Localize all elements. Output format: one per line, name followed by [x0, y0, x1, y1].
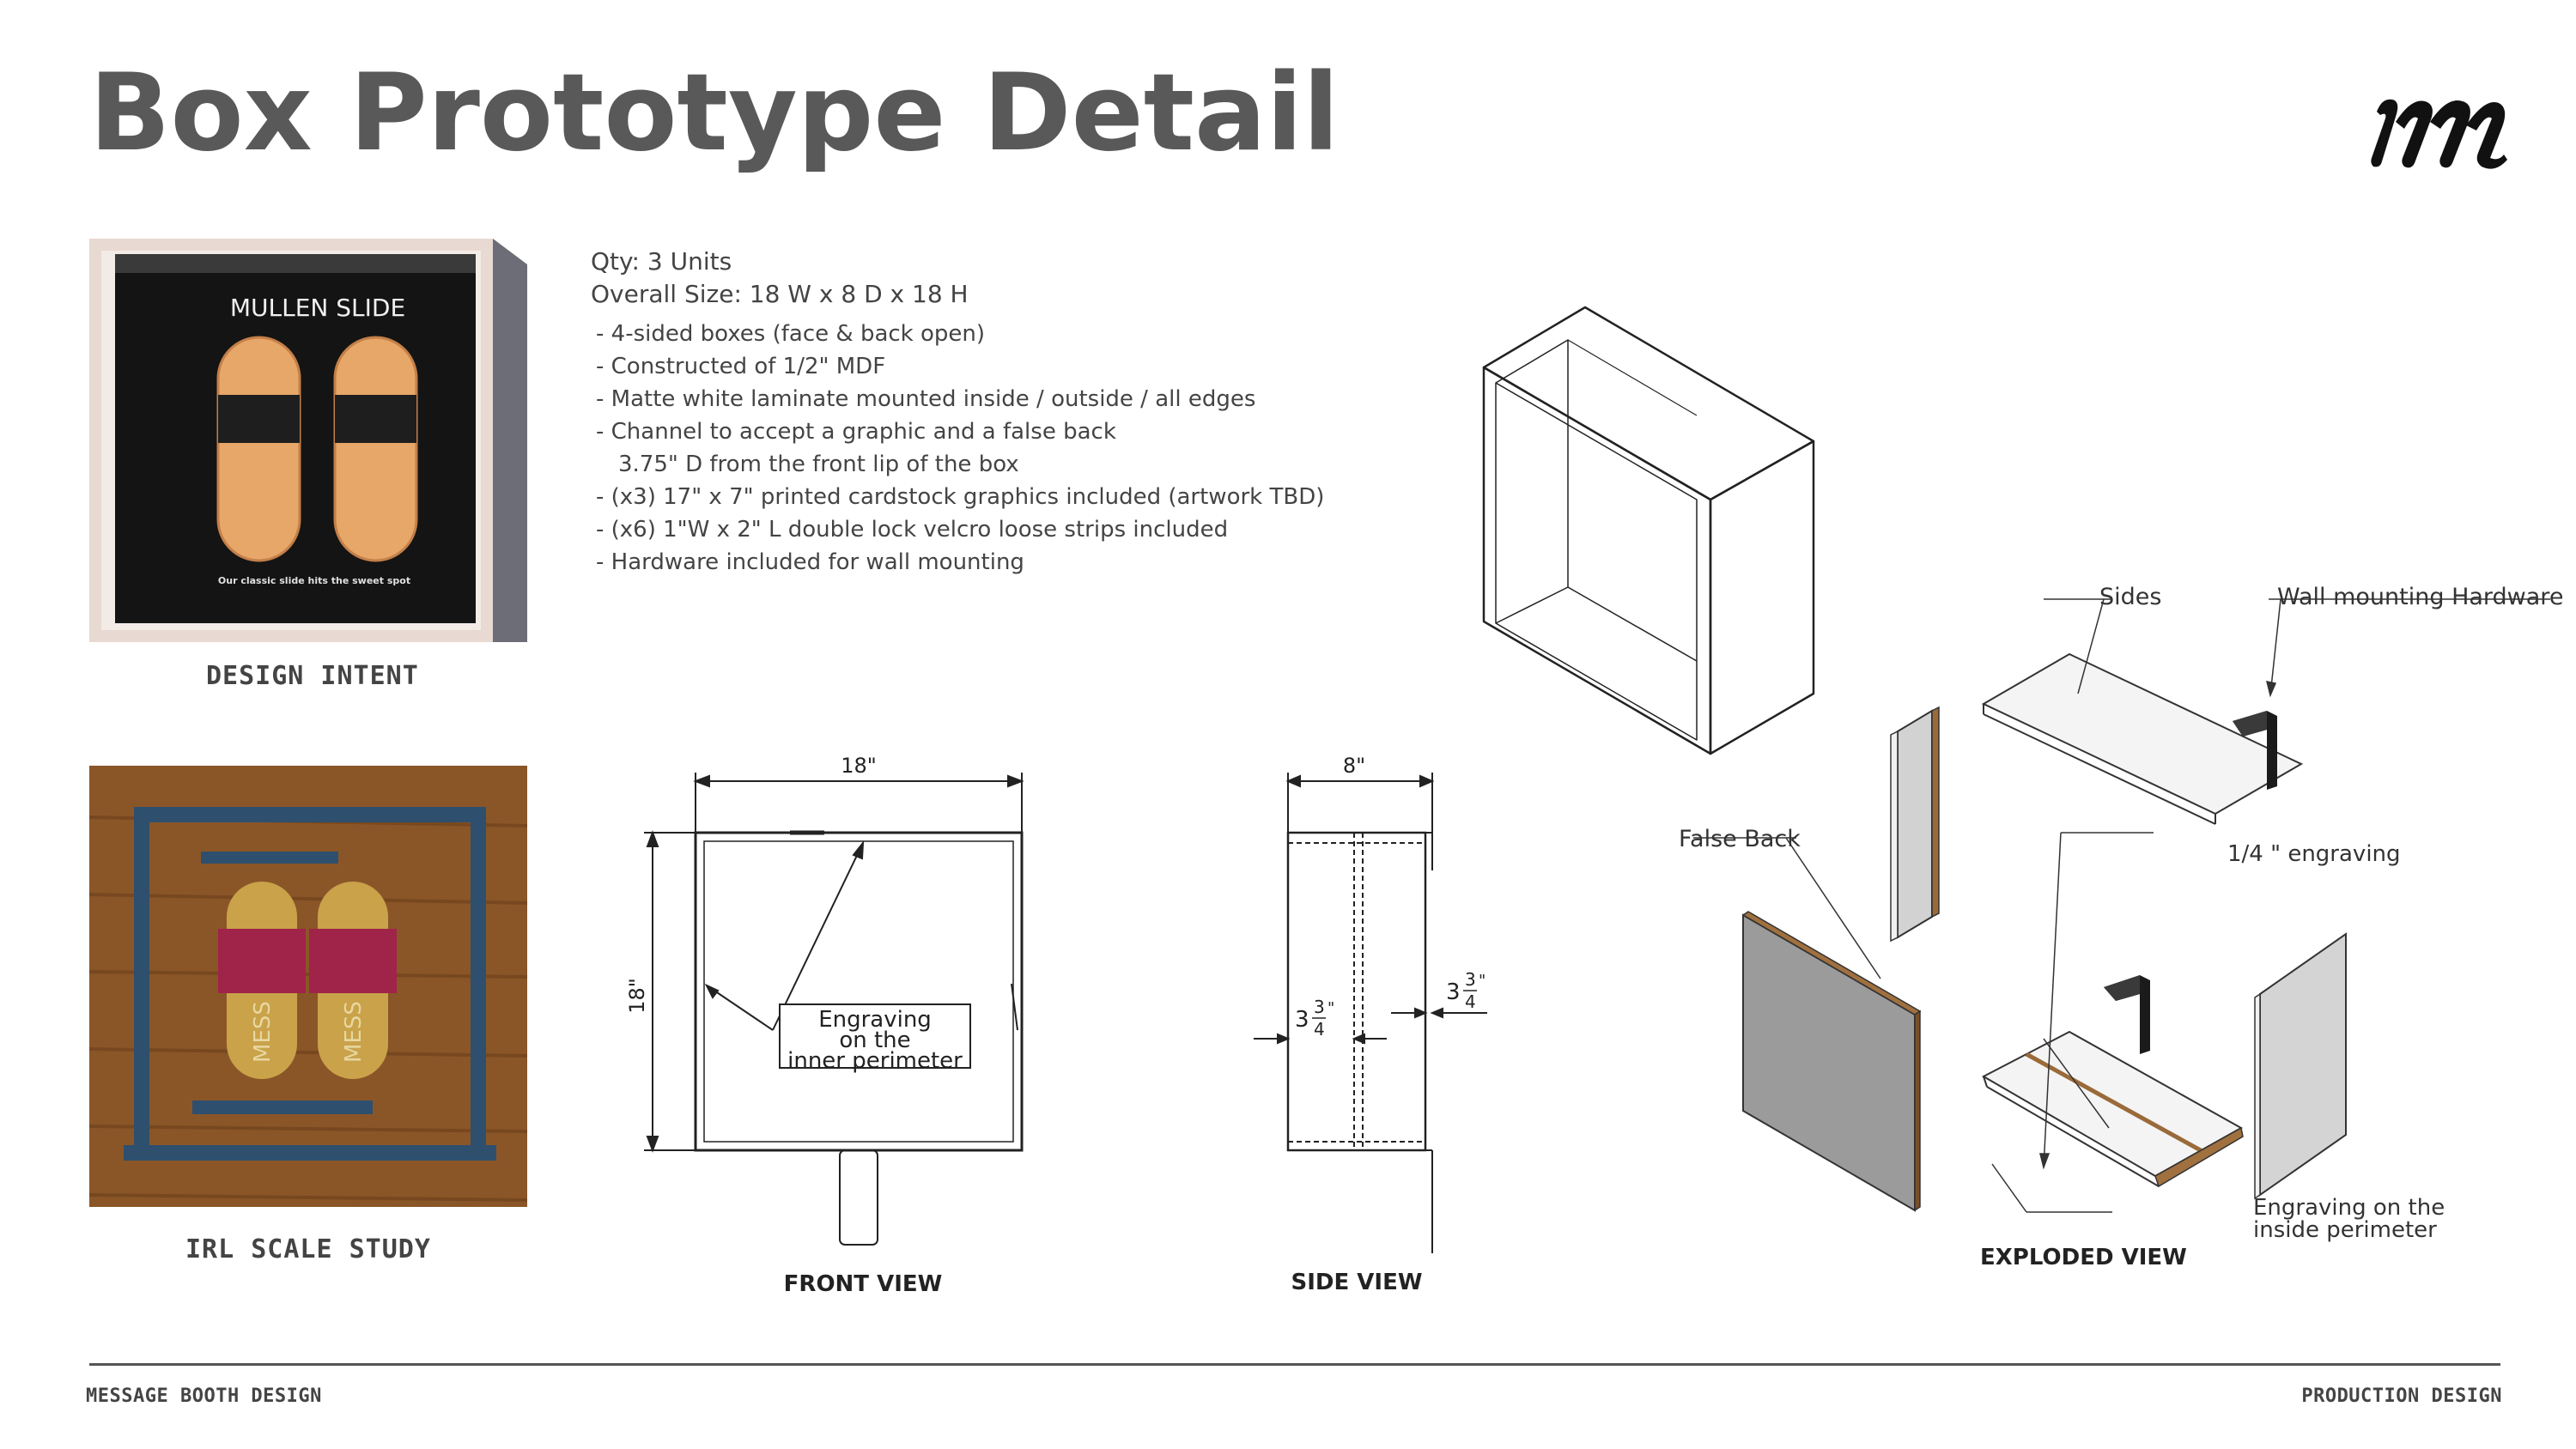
footer-right: PRODUCTION DESIGN [2301, 1385, 2502, 1407]
irl-scale-photo [89, 766, 527, 1207]
spec-item: 3.75" D from the front lip of the box [618, 452, 1019, 477]
engraving-inside-line-1: Engraving on the [2253, 1195, 2445, 1221]
design-intent-caption: DESIGN INTENT [206, 661, 419, 691]
side-panel-right [2260, 934, 2346, 1195]
side-left-dim-num: 3 [1314, 997, 1325, 1017]
false-back-panel [1743, 912, 1920, 1210]
sandal-print-left: MESS [250, 1001, 276, 1063]
engraving-note-line-3: inner perimeter [787, 1048, 963, 1074]
wall-hardware-bottom [2104, 975, 2150, 1054]
exploded-view-drawing [1666, 575, 2559, 1279]
stylized-m-logo-icon [2370, 93, 2507, 172]
hardware-label: Wall mounting Hardware [2277, 584, 2564, 610]
spec-size: Overall Size: 18 W x 8 D x 18 H [591, 280, 969, 308]
side-left-dim [1295, 997, 1334, 1040]
sides-label: Sides [2099, 584, 2162, 610]
side-left-dim-den: 4 [1314, 1019, 1325, 1040]
side-view-label: SIDE VIEW [1291, 1270, 1423, 1295]
side-right-dim-num: 3 [1465, 969, 1476, 990]
footer-divider [89, 1363, 2500, 1366]
engraving-note-line-1: Engraving [818, 1007, 932, 1033]
front-width-dim: 18" [841, 754, 877, 778]
design-intent-render [89, 239, 527, 642]
false-back-label: False Back [1679, 826, 1801, 852]
spec-item: - Hardware included for wall mounting [596, 549, 1024, 575]
side-left-dim-whole: 3 [1295, 1007, 1309, 1033]
side-panel-left [1891, 707, 1939, 941]
spec-list [591, 246, 1324, 579]
front-view-label: FRONT VIEW [783, 1271, 943, 1297]
spec-item: - (x6) 1"W x 2" L double lock velcro loose strips included [596, 517, 1229, 543]
spec-item: - Matte white laminate mounted inside / outside / all edges [596, 386, 1256, 412]
side-right-dim-whole: 3 [1446, 979, 1461, 1005]
engraving-inside-label [2253, 1197, 2445, 1241]
cork-slide-right [335, 337, 416, 561]
spec-item: - Channel to accept a graphic and a false back [596, 419, 1116, 445]
exploded-view-label: EXPLODED VIEW [1980, 1245, 2187, 1270]
spec-item: - 4-sided boxes (face & back open) [596, 321, 986, 347]
side-left-dim-unit: " [1327, 999, 1335, 1017]
spec-item: - Constructed of 1/2" MDF [596, 354, 886, 379]
side-view-drawing [1236, 747, 1511, 1305]
engraving-inside-line-2: inside perimeter [2253, 1217, 2437, 1243]
side-right-dim-unit: " [1479, 972, 1486, 990]
footer-left: MESSAGE BOOTH DESIGN [86, 1385, 322, 1407]
box-tagline: Our classic slide hits the sweet spot [217, 575, 411, 586]
sandal-print-right: MESS [341, 1001, 367, 1063]
irl-study-caption: IRL SCALE STUDY [185, 1234, 431, 1264]
spec-item: - (x3) 17" x 7" printed cardstock graphics included (artwork TBD) [596, 484, 1325, 510]
side-depth-dim: 8" [1342, 754, 1366, 778]
sandal-left [218, 882, 306, 1079]
spec-qty: Qty: 3 Units [591, 247, 732, 276]
front-height-dim: 18" [625, 978, 649, 1014]
side-right-dim [1446, 969, 1485, 1012]
side-right-dim-den: 4 [1465, 991, 1476, 1012]
bottom-panel [1984, 1032, 2243, 1186]
cork-slide-left [218, 337, 300, 561]
box-label: MULLEN SLIDE [229, 294, 406, 322]
front-view-drawing [618, 747, 1065, 1305]
engraving-quarter-label: 1/4 " engraving [2227, 841, 2401, 867]
sandal-right [309, 882, 397, 1079]
engraving-note-line-2: on the [839, 1028, 911, 1053]
page-title: Box Prototype Detail [89, 52, 1340, 175]
